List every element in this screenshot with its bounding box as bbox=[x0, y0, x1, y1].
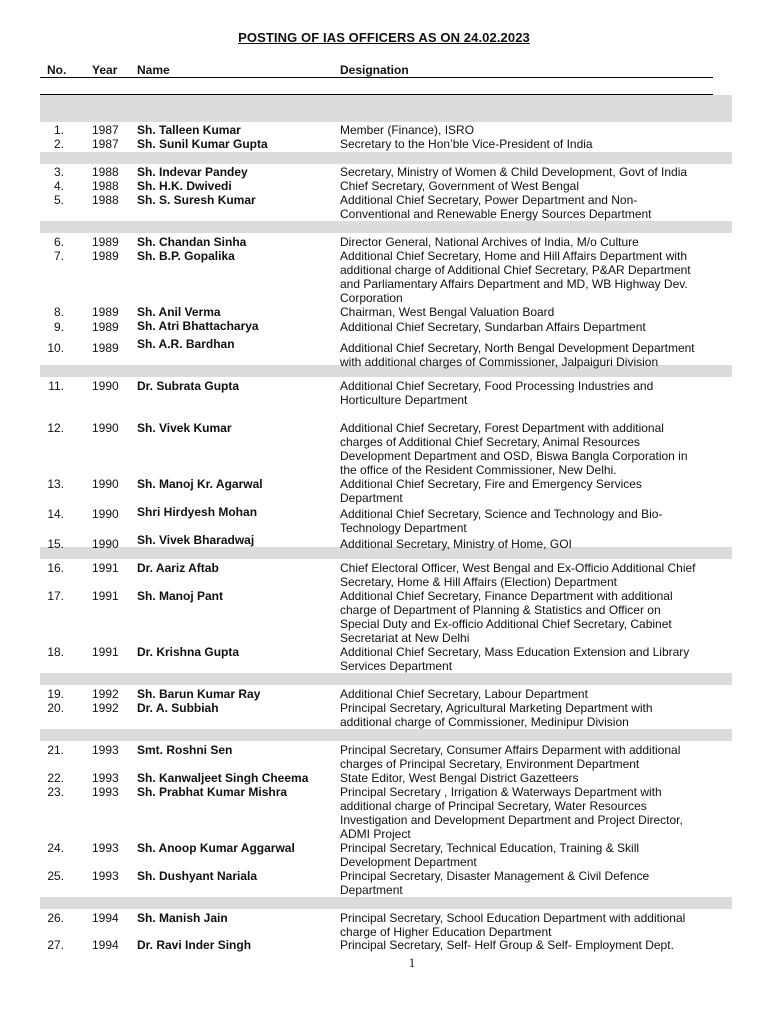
designation-line: Secretary, Ministry of Women & Child Development, Govt of India bbox=[340, 165, 688, 179]
officer-name: Dr. A. Subbiah bbox=[137, 701, 219, 715]
designation-line: Director General, National Archives of India, M/o Culture bbox=[340, 235, 639, 249]
designation-line: Principal Secretary, School Education Department with additional bbox=[340, 911, 686, 925]
designation-line: charges of Additional Chief Secretary, Animal Resources bbox=[340, 435, 640, 449]
designation-line: Development Department and OSD, Biswa Bangla Corporation in bbox=[340, 449, 688, 463]
officer-name: Dr. Aariz Aftab bbox=[137, 561, 219, 575]
row-number: 20. bbox=[47, 701, 64, 715]
officer-name: Sh. Vivek Kumar bbox=[137, 421, 232, 435]
row-year: 1988 bbox=[92, 193, 119, 207]
row-number: 8. bbox=[53, 305, 64, 319]
row-year: 1994 bbox=[92, 938, 119, 952]
row-number: 12. bbox=[47, 421, 64, 435]
document-title: POSTING OF IAS OFFICERS AS ON 24.02.2023 bbox=[238, 30, 530, 45]
header-rule-top bbox=[40, 77, 713, 78]
designation-line: additional charge of Additional Chief Secretary, P&AR Department bbox=[340, 263, 691, 277]
row-year: 1989 bbox=[92, 249, 119, 263]
officer-name: Sh. Talleen Kumar bbox=[137, 123, 241, 137]
officer-name: Sh. Atri Bhattacharya bbox=[137, 319, 259, 333]
column-header-name: Name bbox=[137, 63, 170, 77]
officer-name: Sh. Barun Kumar Ray bbox=[137, 687, 261, 701]
designation-line: Chief Electoral Officer, West Bengal and Ex-Officio Additional Chief bbox=[340, 561, 696, 575]
officer-name: Sh. Dushyant Nariala bbox=[137, 869, 258, 883]
row-year: 1993 bbox=[92, 841, 119, 855]
row-year: 1991 bbox=[92, 589, 119, 603]
officer-name: Sh. Vivek Bharadwaj bbox=[137, 533, 255, 547]
designation-line: Investigation and Development Department and Project Director, bbox=[340, 813, 683, 827]
designation-line: Development Department bbox=[340, 855, 477, 869]
row-year: 1987 bbox=[92, 123, 119, 137]
designation-line: Additional Chief Secretary, Home and Hill Affairs Department with bbox=[340, 249, 688, 263]
officer-name: Sh. Manoj Kr. Agarwal bbox=[137, 477, 263, 491]
designation-line: ADMI Project bbox=[340, 827, 411, 841]
designation-line: Additional Chief Secretary, Mass Education Extension and Library bbox=[340, 645, 690, 659]
year-group-separator bbox=[40, 673, 732, 685]
designation-line: Secretariat at New Delhi bbox=[340, 631, 470, 645]
designation-line: Additional Chief Secretary, Forest Department with additional bbox=[340, 421, 664, 435]
row-year: 1993 bbox=[92, 771, 119, 785]
designation-line: Chief Secretary, Government of West Bengal bbox=[340, 179, 579, 193]
designation-line: Horticulture Department bbox=[340, 393, 468, 407]
officer-name: Dr. Subrata Gupta bbox=[137, 379, 240, 393]
year-group-separator bbox=[40, 897, 732, 909]
column-header-no: No. bbox=[47, 63, 67, 77]
row-number: 18. bbox=[47, 645, 64, 659]
designation-line: Additional Secretary, Ministry of Home, GOI bbox=[340, 537, 572, 551]
designation-line: Additional Chief Secretary, North Bengal Development Department bbox=[340, 341, 695, 355]
row-number: 23. bbox=[47, 785, 64, 799]
designation-line: and Parliamentary Affairs Department and MD, WB Highway Dev. bbox=[340, 277, 688, 291]
page-number: 1 bbox=[408, 955, 416, 970]
designation-line: Additional Chief Secretary, Food Processing Industries and bbox=[340, 379, 654, 393]
designation-line: Special Duty and Ex-officio Additional Chief Secretary, Cabinet bbox=[340, 617, 672, 631]
designation-line: Technology Department bbox=[340, 521, 467, 535]
row-number: 25. bbox=[47, 869, 64, 883]
designation-line: Chairman, West Bengal Valuation Board bbox=[340, 305, 555, 319]
designation-line: Department bbox=[340, 883, 403, 897]
row-number: 9. bbox=[53, 320, 64, 334]
officer-name: Sh. Sunil Kumar Gupta bbox=[137, 137, 268, 151]
row-number: 15. bbox=[47, 537, 64, 551]
row-number: 2. bbox=[53, 137, 64, 151]
row-year: 1989 bbox=[92, 320, 119, 334]
officer-name: Sh. Anil Verma bbox=[137, 305, 221, 319]
row-number: 21. bbox=[47, 743, 64, 757]
row-number: 10. bbox=[47, 341, 64, 355]
year-group-separator bbox=[40, 221, 732, 233]
row-year: 1990 bbox=[92, 379, 119, 393]
row-year: 1990 bbox=[92, 421, 119, 435]
row-number: 13. bbox=[47, 477, 64, 491]
row-year: 1994 bbox=[92, 911, 119, 925]
year-group-separator bbox=[40, 95, 732, 122]
designation-line: charge of Department of Planning & Statistics and Officer on bbox=[340, 603, 661, 617]
officer-name: Smt. Roshni Sen bbox=[137, 743, 233, 757]
row-year: 1988 bbox=[92, 165, 119, 179]
designation-line: Principal Secretary, Technical Education, Training & Skill bbox=[340, 841, 640, 855]
designation-line: Principal Secretary, Self- Helf Group & Self- Employment Dept. bbox=[340, 938, 674, 952]
designation-line: State Editor, West Bengal District Gazetteers bbox=[340, 771, 579, 785]
row-year: 1991 bbox=[92, 561, 119, 575]
row-year: 1992 bbox=[92, 701, 119, 715]
officer-name: Shri Hirdyesh Mohan bbox=[137, 505, 258, 519]
designation-line: Additional Chief Secretary, Science and Technology and Bio- bbox=[340, 507, 663, 521]
officer-name: Sh. Anoop Kumar Aggarwal bbox=[137, 841, 295, 855]
designation-line: the office of the Resident Commissioner, New Delhi. bbox=[340, 463, 617, 477]
officer-name: Sh. Kanwaljeet Singh Cheema bbox=[137, 771, 309, 785]
officer-name: Sh. Prabhat Kumar Mishra bbox=[137, 785, 288, 799]
row-number: 6. bbox=[53, 235, 64, 249]
row-year: 1991 bbox=[92, 645, 119, 659]
row-number: 5. bbox=[53, 193, 64, 207]
row-number: 24. bbox=[47, 841, 64, 855]
row-year: 1993 bbox=[92, 743, 119, 757]
row-year: 1990 bbox=[92, 477, 119, 491]
designation-line: Department bbox=[340, 491, 403, 505]
designation-line: with additional charges of Commissioner, Jalpaiguri Division bbox=[340, 355, 659, 369]
row-number: 1. bbox=[53, 123, 64, 137]
officer-name: Sh. Manish Jain bbox=[137, 911, 228, 925]
designation-line: additional charge of Commissioner, Medinipur Division bbox=[340, 715, 629, 729]
designation-line: Conventional and Renewable Energy Sources Department bbox=[340, 207, 652, 221]
designation-line: Additional Chief Secretary, Power Department and Non- bbox=[340, 193, 638, 207]
designation-line: charge of Higher Education Department bbox=[340, 925, 552, 939]
row-year: 1992 bbox=[92, 687, 119, 701]
officer-name: Sh. Manoj Pant bbox=[137, 589, 224, 603]
row-year: 1989 bbox=[92, 235, 119, 249]
designation-line: Principal Secretary , Irrigation & Waterways Department with bbox=[340, 785, 662, 799]
designation-line: Services Department bbox=[340, 659, 453, 673]
officer-name: Sh. S. Suresh Kumar bbox=[137, 193, 256, 207]
designation-line: Member (Finance), ISRO bbox=[340, 123, 475, 137]
officer-name: Sh. B.P. Gopalika bbox=[137, 249, 235, 263]
row-number: 17. bbox=[47, 589, 64, 603]
designation-line: Additional Chief Secretary, Finance Department with additional bbox=[340, 589, 673, 603]
row-number: 14. bbox=[47, 507, 64, 521]
row-number: 22. bbox=[47, 771, 64, 785]
row-year: 1988 bbox=[92, 179, 119, 193]
designation-line: additional charge of Principal Secretary, Water Resources bbox=[340, 799, 647, 813]
row-year: 1987 bbox=[92, 137, 119, 151]
year-group-separator bbox=[40, 729, 732, 741]
officer-name: Dr. Krishna Gupta bbox=[137, 645, 240, 659]
officer-name: Sh. H.K. Dwivedi bbox=[137, 179, 232, 193]
designation-line: Secretary, Home & Hill Affairs (Election) Department bbox=[340, 575, 617, 589]
row-number: 19. bbox=[47, 687, 64, 701]
row-year: 1993 bbox=[92, 869, 119, 883]
row-year: 1990 bbox=[92, 507, 119, 521]
designation-line: Principal Secretary, Disaster Management & Civil Defence bbox=[340, 869, 650, 883]
row-number: 3. bbox=[53, 165, 64, 179]
designation-line: Secretary to the Hon’ble Vice-President of India bbox=[340, 137, 593, 151]
row-number: 16. bbox=[47, 561, 64, 575]
row-number: 27. bbox=[47, 938, 64, 952]
column-header-designation: Designation bbox=[340, 63, 409, 77]
officer-name: Sh. Chandan Sinha bbox=[137, 235, 247, 249]
row-number: 26. bbox=[47, 911, 64, 925]
row-year: 1993 bbox=[92, 785, 119, 799]
officer-name: Dr. Ravi Inder Singh bbox=[137, 938, 252, 952]
year-group-separator bbox=[40, 152, 732, 164]
officer-name: Sh. A.R. Bardhan bbox=[137, 337, 235, 351]
designation-line: Principal Secretary, Agricultural Marketing Department with bbox=[340, 701, 653, 715]
officer-name: Sh. Indevar Pandey bbox=[137, 165, 248, 179]
designation-line: Additional Chief Secretary, Labour Department bbox=[340, 687, 588, 701]
row-year: 1989 bbox=[92, 341, 119, 355]
row-number: 4. bbox=[53, 179, 64, 193]
designation-line: Corporation bbox=[340, 291, 403, 305]
row-number: 7. bbox=[53, 249, 64, 263]
row-number: 11. bbox=[48, 379, 64, 393]
row-year: 1989 bbox=[92, 305, 119, 319]
designation-line: charges of Principal Secretary, Environment Department bbox=[340, 757, 640, 771]
designation-line: Principal Secretary, Consumer Affairs Deparment with additional bbox=[340, 743, 681, 757]
designation-line: Additional Chief Secretary, Fire and Emergency Services bbox=[340, 477, 642, 491]
row-year: 1990 bbox=[92, 537, 119, 551]
column-header-year: Year bbox=[92, 63, 118, 77]
designation-line: Additional Chief Secretary, Sundarban Affairs Department bbox=[340, 320, 646, 334]
